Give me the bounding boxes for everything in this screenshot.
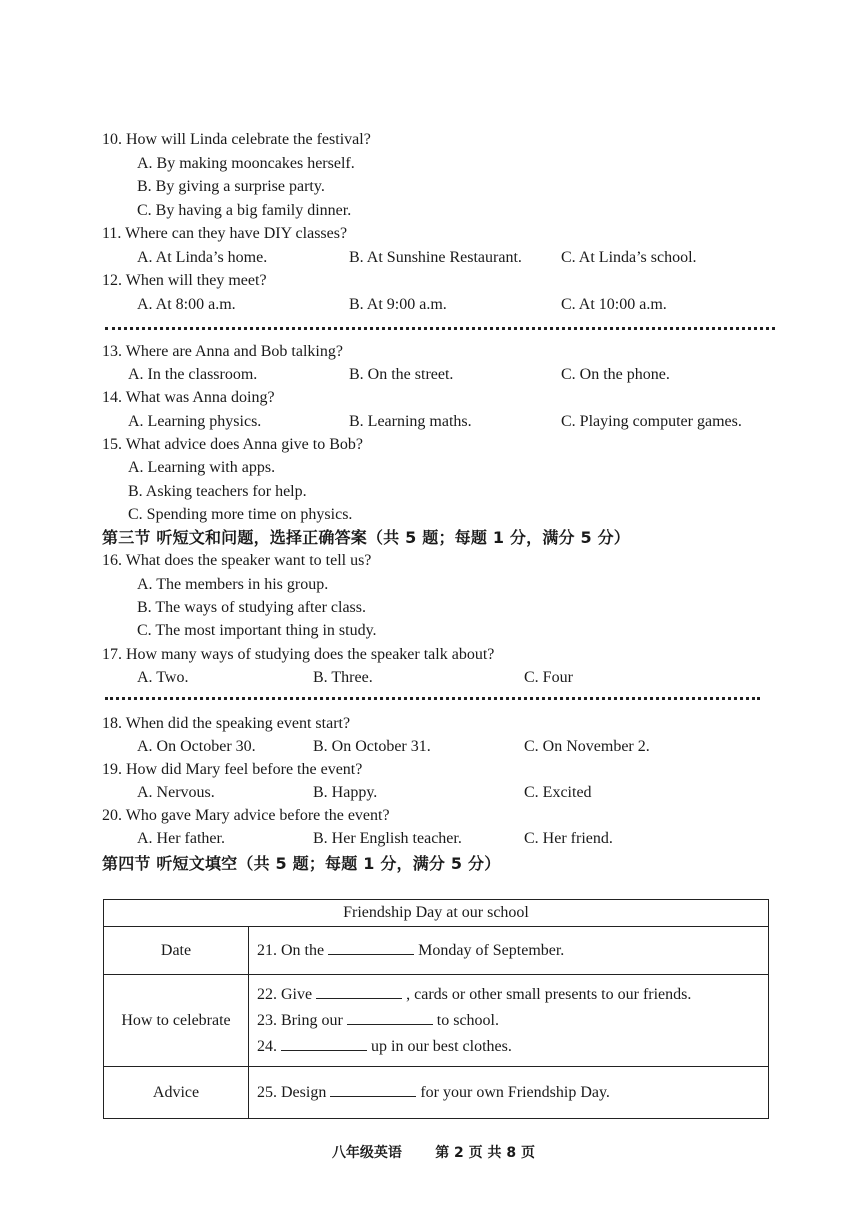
q23-prefix: 23. Bring our xyxy=(257,1011,343,1029)
question-16: 16. What does the speaker want to tell us? xyxy=(102,552,372,569)
question-19: 19. How did Mary feel before the event? xyxy=(102,761,363,778)
advice-label: Advice xyxy=(104,1067,249,1119)
q14-option-a: A. Learning physics. xyxy=(128,413,262,430)
q24-line xyxy=(257,1034,768,1060)
q21-prefix: 21. On the xyxy=(257,941,325,959)
q17-option-a: A. Two. xyxy=(137,669,189,686)
answer-blank-23[interactable] xyxy=(347,1010,433,1025)
q11-option-a: A. At Linda’s home. xyxy=(137,249,268,266)
answer-blank-21[interactable] xyxy=(328,940,414,955)
table-caption: Friendship Day at our school xyxy=(104,900,769,927)
q10-option-b: B. By giving a surprise party. xyxy=(137,178,325,195)
q15-option-b: B. Asking teachers for help. xyxy=(128,483,307,500)
q21-suffix: Monday of September. xyxy=(418,941,565,959)
q21-line xyxy=(257,938,768,964)
date-label: Date xyxy=(104,927,249,975)
q16-option-b: B. The ways of studying after class. xyxy=(137,599,366,616)
question-11: 11. Where can they have DIY classes? xyxy=(102,225,348,242)
dotted-divider xyxy=(105,327,775,330)
q11-option-c: C. At Linda’s school. xyxy=(561,249,697,266)
q12-option-c: C. At 10:00 a.m. xyxy=(561,296,667,313)
page-footer xyxy=(0,1142,867,1162)
q16-option-c: C. The most important thing in study. xyxy=(137,622,377,639)
question-14: 14. What was Anna doing? xyxy=(102,389,275,406)
q12-option-b: B. At 9:00 a.m. xyxy=(349,296,447,313)
footer-subject: 八年级英语 xyxy=(331,1145,402,1161)
question-17: 17. How many ways of studying does the speaker talk about? xyxy=(102,646,495,663)
q13-option-b: B. On the street. xyxy=(349,366,454,383)
q13-option-a: A. In the classroom. xyxy=(128,366,258,383)
friendship-day-table xyxy=(103,899,769,1119)
q22-line xyxy=(257,982,768,1008)
q14-option-c: C. Playing computer games. xyxy=(561,413,742,430)
q23-line xyxy=(257,1008,768,1034)
q20-option-a: A. Her father. xyxy=(137,830,225,847)
q17-option-c: C. Four xyxy=(524,669,573,686)
q18-option-a: A. On October 30. xyxy=(137,738,256,755)
q15-option-a: A. Learning with apps. xyxy=(128,459,276,476)
q25-prefix: 25. Design xyxy=(257,1083,327,1101)
section-4-heading: 第四节 听短文填空（共 5 题；每题 1 分，满分 5 分） xyxy=(102,854,501,873)
q22-suffix: , cards or other small presents to our friends. xyxy=(406,985,692,1003)
q14-option-b: B. Learning maths. xyxy=(349,413,472,430)
date-cell xyxy=(249,927,769,975)
footer-page-number: 第 2 页 共 8 页 xyxy=(435,1145,536,1161)
question-12: 12. When will they meet? xyxy=(102,272,267,289)
q23-suffix: to school. xyxy=(436,1011,499,1029)
question-15: 15. What advice does Anna give to Bob? xyxy=(102,436,363,453)
answer-blank-22[interactable] xyxy=(316,984,402,999)
q13-option-c: C. On the phone. xyxy=(561,366,670,383)
q10-option-a: A. By making mooncakes herself. xyxy=(137,155,355,172)
section-3-heading: 第三节 听短文和问题，选择正确答案（共 5 题；每题 1 分，满分 5 分） xyxy=(102,528,630,547)
q20-option-b: B. Her English teacher. xyxy=(313,830,462,847)
q25-line xyxy=(257,1080,768,1106)
dotted-divider xyxy=(105,697,760,700)
q18-option-b: B. On October 31. xyxy=(313,738,431,755)
q10-option-c: C. By having a big family dinner. xyxy=(137,202,352,219)
answer-blank-25[interactable] xyxy=(330,1082,416,1097)
celebrate-cell xyxy=(249,975,769,1067)
advice-cell xyxy=(249,1067,769,1119)
q15-option-c: C. Spending more time on physics. xyxy=(128,506,353,523)
question-18: 18. When did the speaking event start? xyxy=(102,715,351,732)
q25-suffix: for your own Friendship Day. xyxy=(420,1083,610,1101)
q18-option-c: C. On November 2. xyxy=(524,738,650,755)
question-20: 20. Who gave Mary advice before the event? xyxy=(102,807,390,824)
question-13: 13. Where are Anna and Bob talking? xyxy=(102,343,343,360)
q19-option-c: C. Excited xyxy=(524,784,592,801)
q16-option-a: A. The members in his group. xyxy=(137,576,329,593)
q19-option-b: B. Happy. xyxy=(313,784,378,801)
answer-blank-24[interactable] xyxy=(281,1036,367,1051)
q20-option-c: C. Her friend. xyxy=(524,830,613,847)
q24-suffix: up in our best clothes. xyxy=(371,1037,512,1055)
question-10: 10. How will Linda celebrate the festival? xyxy=(102,131,371,148)
celebrate-label: How to celebrate xyxy=(104,975,249,1067)
q22-prefix: 22. Give xyxy=(257,985,313,1003)
q12-option-a: A. At 8:00 a.m. xyxy=(137,296,236,313)
q11-option-b: B. At Sunshine Restaurant. xyxy=(349,249,522,266)
q17-option-b: B. Three. xyxy=(313,669,373,686)
q24-prefix: 24. xyxy=(257,1037,277,1055)
q19-option-a: A. Nervous. xyxy=(137,784,215,801)
